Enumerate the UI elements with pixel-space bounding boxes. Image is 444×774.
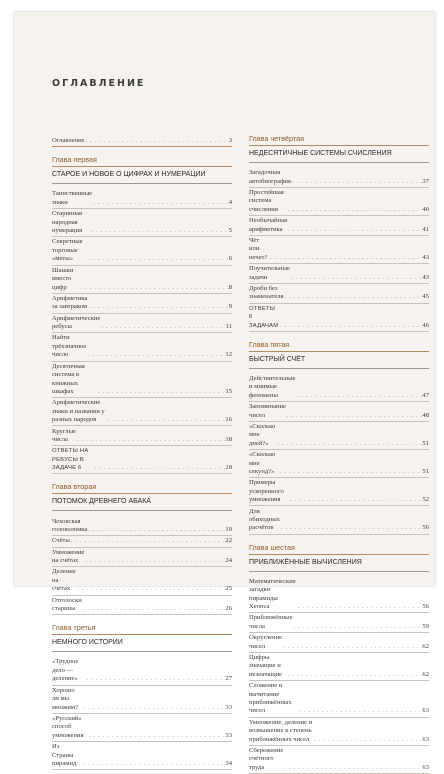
toc-entry-title: Примеры ускоренного умножения — [249, 479, 284, 504]
toc-entry-page-number: 40 — [422, 205, 429, 213]
toc-entry-page-number: 56 — [422, 602, 429, 610]
toc-entry-title: «Трудное дело — деление» — [52, 658, 79, 683]
dot-leader — [88, 732, 225, 740]
toc-entry — [52, 294, 232, 314]
toc-entry — [249, 506, 429, 534]
dot-leader — [76, 436, 225, 444]
dot-leader — [91, 227, 229, 235]
toc-entry — [52, 596, 232, 616]
toc-entry-page-number: 34 — [225, 759, 232, 767]
dot-leader — [79, 284, 228, 292]
toc-entry — [249, 304, 429, 332]
chapter-label: Глава пятая — [249, 338, 429, 352]
chapter-label: Глава вторая — [52, 480, 232, 494]
toc-entry-title: Арифметика за завтраком — [52, 294, 88, 311]
dot-leader — [107, 416, 225, 424]
dot-leader — [287, 226, 422, 234]
toc-entry — [249, 478, 429, 506]
dot-leader — [286, 412, 422, 420]
toc-entry-title: Загадочная автобиография — [249, 169, 291, 185]
toc-entry — [52, 189, 232, 209]
toc-entry — [52, 136, 232, 147]
toc-entry-title: Секретные торговые «меты» — [52, 238, 83, 263]
toc-entry-page-number: 9 — [228, 303, 232, 311]
toc-entry-page-number: 63 — [422, 707, 429, 715]
dot-leader — [287, 671, 423, 679]
toc-entry — [249, 168, 429, 188]
toc-left-column — [52, 132, 232, 770]
toc-entry — [249, 264, 429, 284]
dot-leader — [94, 464, 226, 472]
toc-entry — [52, 714, 232, 742]
toc-entry — [52, 333, 232, 361]
toc-entry-title: Простейшая система счисления — [249, 188, 284, 213]
toc-entry-page-number: 33 — [225, 703, 232, 711]
chapter-label: Глава шестая — [249, 541, 429, 555]
toc-entry-page-number: 15 — [225, 387, 232, 395]
dot-leader — [284, 293, 423, 301]
toc-entry-page-number: 56 — [422, 524, 429, 532]
toc-entry-page-number: 37 — [422, 177, 429, 185]
toc-entry-page-number: 62 — [422, 670, 429, 678]
dot-leader — [276, 440, 422, 448]
dot-leader — [70, 537, 226, 545]
dot-leader — [86, 675, 226, 683]
dot-leader — [78, 760, 225, 768]
chapter-heading: НЕМНОГО ИСТОРИИ — [52, 635, 232, 652]
dot-leader — [295, 392, 422, 400]
toc-entry-page-number: 63 — [422, 735, 429, 743]
dot-leader — [86, 351, 225, 359]
toc-entry-title: Оглавление — [52, 137, 85, 145]
dot-leader — [87, 303, 228, 311]
toc-entry-page-number: 47 — [422, 391, 429, 399]
toc-entry — [249, 422, 429, 450]
toc-entry — [249, 718, 429, 746]
dot-leader — [278, 322, 422, 330]
toc-entry — [52, 536, 232, 547]
toc-entry-title: Математические загадки пирамиды Хеопса — [249, 577, 296, 610]
toc-entry-page-number: 43 — [422, 253, 429, 261]
toc-entry — [249, 450, 429, 478]
chapter-label: Глава четвёртая — [249, 132, 429, 146]
toc-entry — [249, 236, 429, 264]
dot-leader — [298, 707, 422, 715]
toc-entry-page-number: 3 — [228, 137, 232, 145]
toc-entry-title: ОТВЕТЫ НА РЕБУСЫ В ЗАДАЧЕ 6 — [52, 448, 89, 472]
toc-entry — [52, 548, 232, 568]
toc-entry — [52, 426, 232, 446]
toc-entry-page-number: 51 — [422, 439, 429, 447]
toc-entry-title: Из Страны пирамид — [52, 743, 77, 767]
toc-entry-title: «Сколько мне дней?» — [249, 422, 276, 447]
toc-entry-title: Таинственные знаки — [52, 190, 93, 206]
toc-entry-title: Округление чисел — [249, 634, 283, 650]
dot-leader — [97, 388, 225, 396]
chapter-heading: ПОТОМОК ДРЕВНЕГО АБАКА — [52, 494, 232, 511]
dot-leader — [82, 605, 226, 613]
toc-entry — [52, 742, 232, 770]
dot-leader — [290, 274, 422, 282]
dot-leader — [282, 643, 422, 651]
toc-entry-page-number: 22 — [225, 537, 232, 545]
toc-entry — [249, 284, 429, 304]
toc-entry-title: Действительные и мнимые феномены — [249, 374, 296, 399]
toc-entry-title: «Сколько мне секунд?» — [249, 451, 276, 475]
toc-entry-title: «Русский» способ умножения — [52, 714, 84, 739]
dot-leader — [297, 603, 423, 611]
dot-leader — [100, 323, 225, 331]
toc-entry-title: Арифметические знаки и названия у разных народов — [52, 399, 105, 424]
toc-entry-title: Старинная народная нумерация — [52, 210, 83, 235]
toc-entry — [52, 237, 232, 265]
toc-entry — [249, 216, 429, 236]
toc-entry-page-number: 48 — [422, 411, 429, 419]
toc-entry-page-number: 45 — [422, 293, 429, 301]
toc-entry — [52, 657, 232, 685]
toc-entry-title: Деление на счётах — [52, 568, 76, 593]
toc-entry-title: Дроби без знаменателя — [249, 284, 284, 301]
toc-entry-page-number: 25 — [225, 585, 232, 593]
dot-leader — [313, 736, 422, 744]
dot-leader — [85, 137, 229, 145]
toc-entry-title: Хорошо ли мы множим? — [52, 686, 79, 711]
toc-entry-title: Чеховская головоломка — [52, 517, 88, 533]
dot-leader — [269, 254, 422, 262]
toc-entry — [249, 746, 429, 774]
toc-entry-title: Для обиходных расчётов — [249, 507, 280, 532]
toc-entry-title: Поучительные задачи — [249, 265, 290, 281]
toc-entry-page-number: 51 — [422, 467, 429, 475]
toc-entry-page-number: 4 — [228, 198, 232, 206]
dot-leader — [92, 199, 229, 207]
toc-entry-page-number: 62 — [422, 642, 429, 650]
toc-entry — [249, 681, 429, 718]
toc-entry-title: Десятичная система в книжных шкафах — [52, 362, 85, 395]
toc-entry-title: Круглые числа — [52, 427, 76, 443]
toc-entry-page-number: 18 — [225, 435, 232, 443]
toc-entry — [249, 402, 429, 422]
dot-leader — [291, 178, 422, 186]
toc-entry — [52, 398, 232, 426]
toc-entry — [52, 314, 232, 334]
toc-entry-title: Арифметические ребусы — [52, 314, 101, 331]
toc-entry-page-number: 46 — [422, 321, 429, 329]
toc-entry-page-number: 43 — [422, 273, 429, 281]
toc-entry-page-number: 41 — [422, 225, 429, 233]
toc-entry — [52, 209, 232, 237]
dot-leader — [289, 496, 422, 504]
dot-leader — [283, 764, 422, 772]
toc-entry-page-number: 12 — [225, 351, 232, 359]
toc-entry — [249, 653, 429, 681]
toc-entry-page-number: 33 — [225, 731, 232, 739]
dot-leader — [87, 526, 225, 534]
toc-entry-title: Приближённые числа — [249, 614, 293, 630]
toc-entry-page-number: 16 — [225, 416, 232, 424]
toc-entry-page-number: 24 — [225, 557, 232, 565]
chapter-label: Глава третья — [52, 621, 232, 635]
toc-entry-page-number: 18 — [225, 464, 232, 472]
chapter-heading: ПРИБЛИЖЁННЫЕ ВЫЧИСЛЕНИЯ — [249, 555, 429, 572]
toc-entry-page-number: 19 — [225, 525, 232, 533]
toc-entry — [52, 362, 232, 399]
dot-leader — [88, 255, 229, 263]
toc-entry-page-number: 59 — [422, 622, 429, 630]
toc-entry-title: Цифры значащие и незначащие — [249, 653, 283, 678]
page-title: ОГЛАВЛЕНИЕ — [52, 78, 146, 89]
dot-leader — [280, 524, 422, 532]
toc-entry — [249, 633, 429, 653]
toc-entry — [52, 686, 232, 714]
toc-entry-title: Умножение, деление и возвышение в степень приближённых чисел — [249, 718, 313, 743]
chapter-label: Глава первая — [52, 153, 232, 167]
dot-leader — [279, 468, 423, 476]
toc-right-column — [249, 132, 429, 774]
dot-leader — [84, 557, 225, 565]
chapter-heading: БЫСТРЫЙ СЧЁТ — [249, 352, 429, 369]
toc-entry-title: Необычайная арифметика — [249, 217, 288, 233]
toc-entry-page-number: 8 — [228, 283, 232, 291]
dot-leader — [287, 206, 423, 214]
toc-entry-title: Сложение и вычитание приближённых чисел — [249, 682, 292, 715]
toc-entry-title: Запоминание чисел — [249, 403, 286, 419]
toc-entry-title: Найти трёхзначное число — [52, 334, 87, 359]
toc-entry — [249, 374, 429, 402]
dot-leader — [76, 585, 225, 593]
toc-entry-title: Сбережение счётного труда — [249, 746, 284, 771]
toc-entry-page-number: 27 — [225, 675, 232, 683]
toc-entry — [249, 613, 429, 633]
toc-entry — [52, 516, 232, 536]
toc-entry — [249, 577, 429, 614]
book-page — [14, 12, 435, 771]
toc-entry-title: Чёт или нечет? — [249, 236, 268, 261]
toc-entry-title: ОТВЕТЫ К ЗАДАЧАМ — [249, 305, 279, 329]
toc-entry-title: Шашки вместо цифр — [52, 266, 74, 291]
toc-entry — [249, 188, 429, 216]
toc-entry — [52, 567, 232, 595]
toc-entry-title: Отголоски старины — [52, 596, 82, 613]
dot-leader — [293, 623, 423, 631]
chapter-heading: СТАРОЕ И НОВОЕ О ЦИФРАХ И НУМЕРАЦИИ — [52, 167, 232, 184]
toc-entry-page-number: 26 — [225, 605, 232, 613]
toc-entry-title: Умножение на счётах — [52, 548, 85, 565]
chapter-heading: НЕДЕСЯТИЧНЫЕ СИСТЕМЫ СЧИСЛЕНИЯ — [249, 146, 429, 163]
toc-entry — [52, 266, 232, 294]
toc-entry-page-number: 63 — [422, 763, 429, 771]
toc-entry-page-number: 6 — [228, 255, 232, 263]
toc-entry — [52, 446, 232, 474]
toc-entry-page-number: 5 — [228, 227, 232, 235]
toc-entry-title: Счёты — [52, 537, 70, 545]
dot-leader — [83, 704, 226, 712]
toc-entry-page-number: 52 — [422, 496, 429, 504]
toc-entry-page-number: 11 — [225, 323, 232, 331]
